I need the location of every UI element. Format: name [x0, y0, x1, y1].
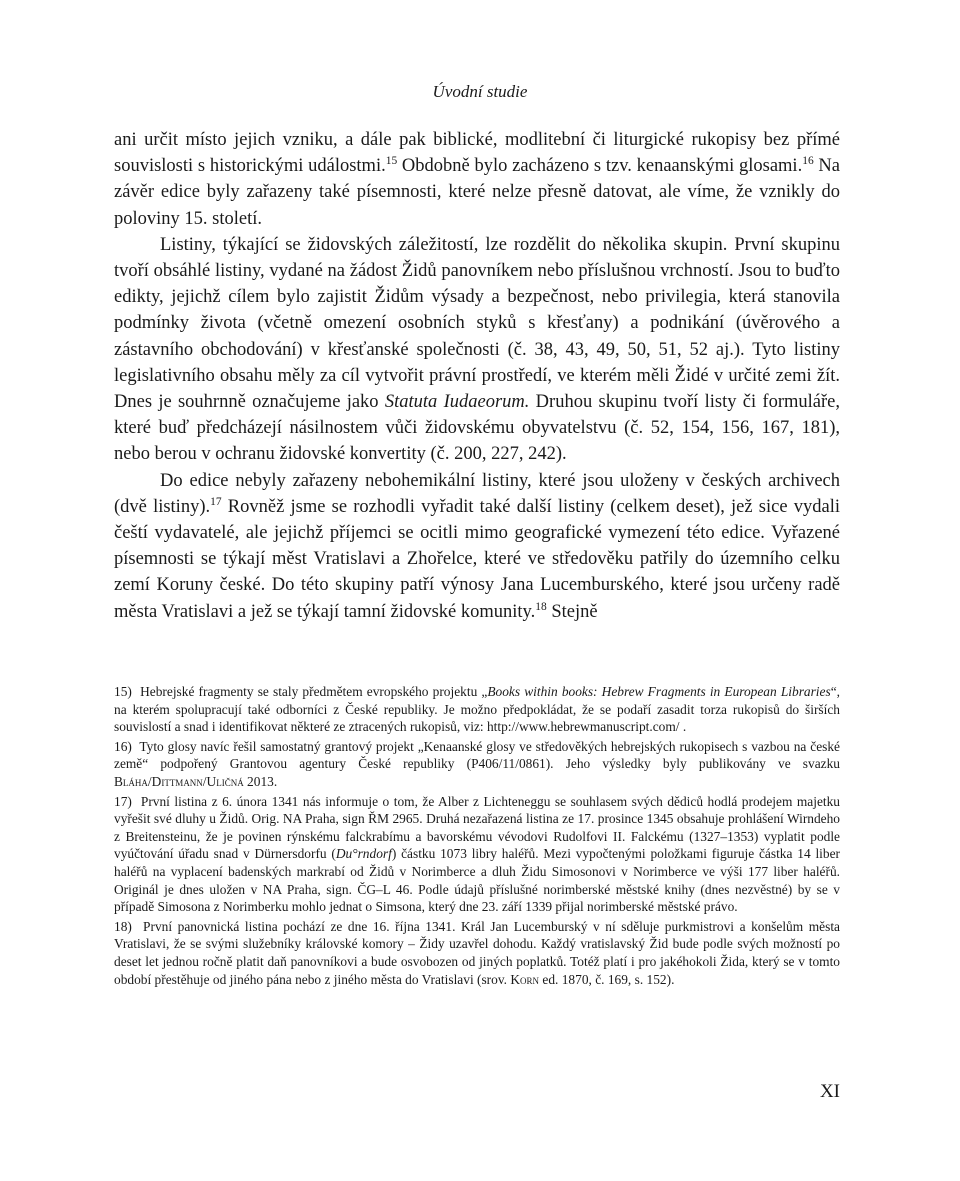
footnote-16: 16) Tyto glosy navíc řešil samostatný grantový projekt „Kenaanské glosy ve středověkých hebrejských rukopisech s vazbou na české země“ podpořený Grantovou agentury České republiky (P406/11/0861). Jeho výsledky byly publikovány ve svazku Bláha/Dittmann/Uličná 2013.: [114, 738, 840, 789]
italic-term: Statuta Iudaeorum.: [384, 392, 530, 413]
paragraph-1: ani určit místo jejich vzniku, a dále pak biblické, modlitební či liturgické rukopisy bez přímé souvislosti s historickými událostmi.$^{15}$ Obdobně bylo zacházeno s tzv. kenaanskými glosami.$^{16}$ Na závěr edice byly zařazeny také písemnosti, které nelze přesně datovat, ale víme, že vznikly do poloviny 15. století.: [114, 130, 840, 229]
paragraph-2: Listiny, týkající se židovských záležitostí, lze rozdělit do několika skupin. První skupinu tvoří obsáhlé listiny, vydané na žádost Židů panovníkem nebo příslušnou vrchností. Jsou to buďto edikty, jejichž cílem bylo zajistit Židům výsady a bezpečnost, nebo privilegia, která stanovila podmínky života (včetně omezení osobních styků s křesťany) a podnikání (úvěrového a zástavního obchodování) v křesťanské společnosti (č. 38, 43, 49, 50, 51, 52 aj.). Tyto listiny legislativního obsahu měly za cíl vytvořit právní prostředí, ve kterém měli Židé v určité zemi žít. Dnes je souhrnně označujeme jako Statuta Iudaeorum. Druhou skupinu tvoří listy či formuláře, které buď předcházejí násilnostem vůči židovskému obyvatelstvu (č. 52, 154, 156, 167, 181), nebo berou v ochranu židovské konvertity (č. 200, 227, 242).: [114, 234, 840, 465]
footnote-ref-15[interactable]: 15: [385, 155, 398, 168]
footnote-ref-17[interactable]: 17: [210, 495, 222, 508]
footnote-ref-18[interactable]: 18: [535, 600, 547, 613]
footnote-15: 15) Hebrejské fragmenty se staly předmětem evropského projektu „Books within books: Hebrew Fragments in European Libraries“, na kterém spolupracují také odborníci z České republiky. Je možno předpokládat, že se podaří zasadit torza rukopisů do širších souvislostí a snad i identifikovat některé ze ztracených rukopisů, viz: http://www.hebrewmanuscript.com/ .: [114, 684, 840, 735]
main-text: [114, 127, 840, 625]
footnotes: [114, 683, 840, 990]
paragraph-3: Do edice nebyly zařazeny nebohemikální listiny, které jsou uloženy v českých archivech (dvě listiny).$^{17}$ Rovněž jsme se rozhodli vyřadit také další listiny (celkem deset), jež sice vydali čeští vydavatelé, ale jejichž příjemci se ocitli mimo geografické vymezení této edice. Vyřazené písemnosti se týkají měst Vratislavi a Zhořelce, které ve středověku patřily do územního celku zemí Koruny české. Do této skupiny patří výnosy Jana Lucemburského, které jsou určeny radě města Vratislavi a jež se týkají tamní židovské komunity.$^{18}$ Stejně: [114, 470, 840, 622]
page-number: XI: [819, 1081, 840, 1102]
footnote-ref-16[interactable]: 16: [802, 155, 814, 168]
footnote-18: 18) První panovnická listina pochází ze dne 16. října 1341. Král Jan Lucemburský v ní sděluje purkmistrovi a konšelům města Vratislavi, že se svými služebníky královské komory – Židy uzavřel dohodu. Každý vratislavský Žid bude podle svých možností po deset let jednou ročně platit daň panovníkovi a bude osvobozen od jiných poplatků. Totéž platí i pro jakéhokoli Žida, který se v tomto období přestěhuje od jiného pána nebo z jiného města do Vratislavi (srov. Korn ed. 1870, č. 169, s. 152).: [114, 918, 840, 987]
footnote-17: 17) První listina z 6. února 1341 nás informuje o tom, že Alber z Lichteneggu se souhlasem svých dědiců hodlá prodejem majetku vyřešit své dluhy u Židů. Orig. NA Praha, sign ŘM 2965. Druhá nezařazená listina ze 17. prosince 1345 obsahuje prohlášení Wirndeho z Breitensteinu, že je povinen rýnskému falckrabímu a bavorskému vévodovi Rudolfovi II. Falckému (1327–1353) vyplatit podle vyúčtování úřadu snad v Dürnersdorfu (Du°rndorf) částku 1073 libry haléřů. Mezi vypočtenými položkami figuruje částka 14 liber haléřů na vyplacení badenských markrabí od Židů v Norimberce a dluh Židu Simosonovi v Norimberce ve výši 177 liber haléřů. Originál je dnes uložen v NA Praha, sign. ČG–L 46. Podle údajů příslušné norimberské městské knihy (dnes nezvěstné) by se v případě Simosona z Norimberku mohlo jednat o Simsona, který dne 23. září 1339 přijal norimberské městské právo.: [114, 793, 840, 915]
running-head: Úvodní studie: [432, 82, 528, 101]
